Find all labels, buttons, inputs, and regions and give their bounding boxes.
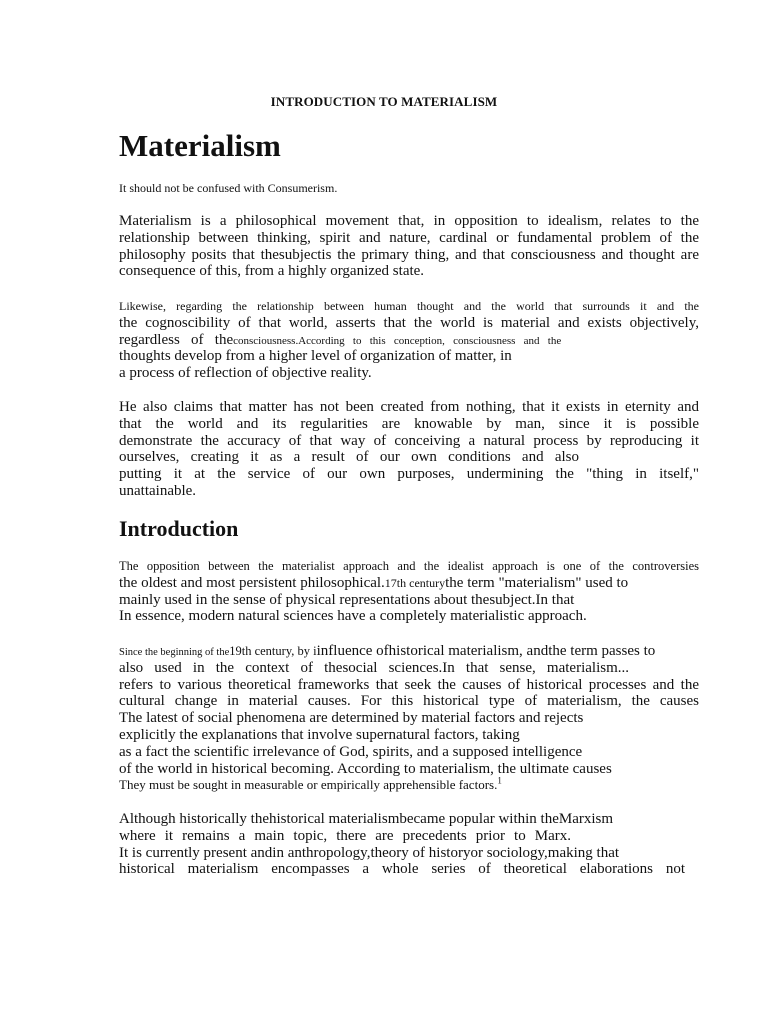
text-line: The latest of social phenomena are determined by material factors and rejects	[119, 710, 584, 727]
text-line: as a fact the scientific irrelevance of God, spirits, and a supposed intelligence	[119, 743, 583, 760]
text-line: It is currently present andin anthropology,theory of historyor sociology,making that	[119, 844, 620, 861]
text-line: consequence of this, from a highly organized state.	[119, 263, 425, 280]
introduction-heading: Introduction	[119, 516, 239, 541]
text-line: ourselves, creating it as a result of our own conditions and also	[119, 449, 579, 466]
text-fragment: 17th century	[384, 575, 446, 590]
text-line: historical materialism encompasses a whole series of theoretical elaborations not	[119, 861, 685, 878]
text-line: unattainable.	[119, 482, 197, 499]
text-line: also used in the context of thesocial sciences.In that sense, materialism...	[119, 659, 629, 676]
text-line: cultural change in material causes. For this historical type of materialism, the causes	[119, 693, 699, 710]
text-line	[119, 643, 699, 660]
footnote-marker[interactable]: 1	[497, 776, 502, 787]
text-line: The opposition between the materialist approach and the idealist approach is one of the controversies	[119, 559, 699, 573]
text-fragment: influence of	[316, 643, 389, 659]
paragraph-historical-materialism	[119, 643, 699, 794]
text-line: philosophy posits that thesubjectis the primary thing, and that consciousness and thought are	[119, 246, 699, 263]
text-line: Likewise, regarding the relationship between human thought and the world that surrounds it and the	[119, 299, 699, 313]
text-line: of the world in historical becoming. According to materialism, the ultimate causes	[119, 760, 612, 777]
text-fragment: Since the beginning of the	[119, 647, 230, 658]
text-fragment: consciousness.According to this conception, consciousness and the	[233, 334, 562, 347]
text-line: that the world and its regularities are knowable by man, since it is possible	[119, 415, 699, 432]
text-line: a process of reflection of objective reality.	[119, 365, 372, 382]
consumerism-note: It should not be confused with Consumerism.	[119, 181, 338, 195]
text-line: demonstrate the accuracy of that way of conceiving a natural process by reproducing it	[119, 432, 699, 449]
text-line	[119, 575, 699, 592]
text-line	[119, 332, 699, 349]
text-fragment: 19th century, by i	[229, 644, 317, 658]
text-line: thoughts develop from a higher level of organization of matter, in	[119, 348, 512, 365]
text-fragment: the term "materialism" used to	[445, 574, 629, 591]
paragraph-cognoscibility	[119, 298, 699, 382]
text-line: In essence, modern natural sciences have a completely materialistic approach.	[119, 608, 587, 625]
text-line: putting it at the service of our own purposes, undermining the "thing in itself,"	[119, 466, 699, 483]
text-line: refers to various theoretical frameworks that seek the causes of historical processes and the	[119, 676, 699, 693]
paragraph-marxism	[119, 811, 699, 878]
main-heading: Materialism	[119, 128, 281, 163]
text-line: the cognoscibility of that world, asserts that the world is material and exists objectively,	[119, 314, 699, 331]
text-line: Although historically thehistorical materialismbecame popular within theMarxism	[119, 811, 614, 827]
paragraph-matter-eternity	[119, 399, 699, 500]
document-title: INTRODUCTION TO MATERIALISM	[270, 94, 498, 109]
text-line: explicitly the explanations that involve supernatural factors, taking	[119, 726, 520, 743]
text-fragment: historical materialism, andthe term passes to	[388, 643, 656, 659]
paragraph-definition	[119, 213, 699, 280]
text-line: mainly used in the sense of physical representations about thesubject.In that	[119, 591, 575, 608]
text-fragment: They must be sought in measurable or empirically apprehensible factors.	[119, 777, 498, 793]
text-line: relationship between thinking, spirit and nature, cardinal or fundamental problem of the	[119, 229, 699, 246]
text-line: where it remains a main topic, there are precedents prior to Marx.	[119, 827, 571, 844]
text-line	[119, 777, 699, 794]
text-fragment: regardless of the	[119, 331, 234, 348]
text-line: Materialism is a philosophical movement that, in opposition to idealism, relates to the	[119, 213, 699, 229]
text-line: He also claims that matter has not been created from nothing, that it exists in eternity and	[119, 399, 699, 415]
paragraph-opposition	[119, 558, 699, 625]
text-fragment: the oldest and most persistent philosophical.	[119, 574, 385, 591]
